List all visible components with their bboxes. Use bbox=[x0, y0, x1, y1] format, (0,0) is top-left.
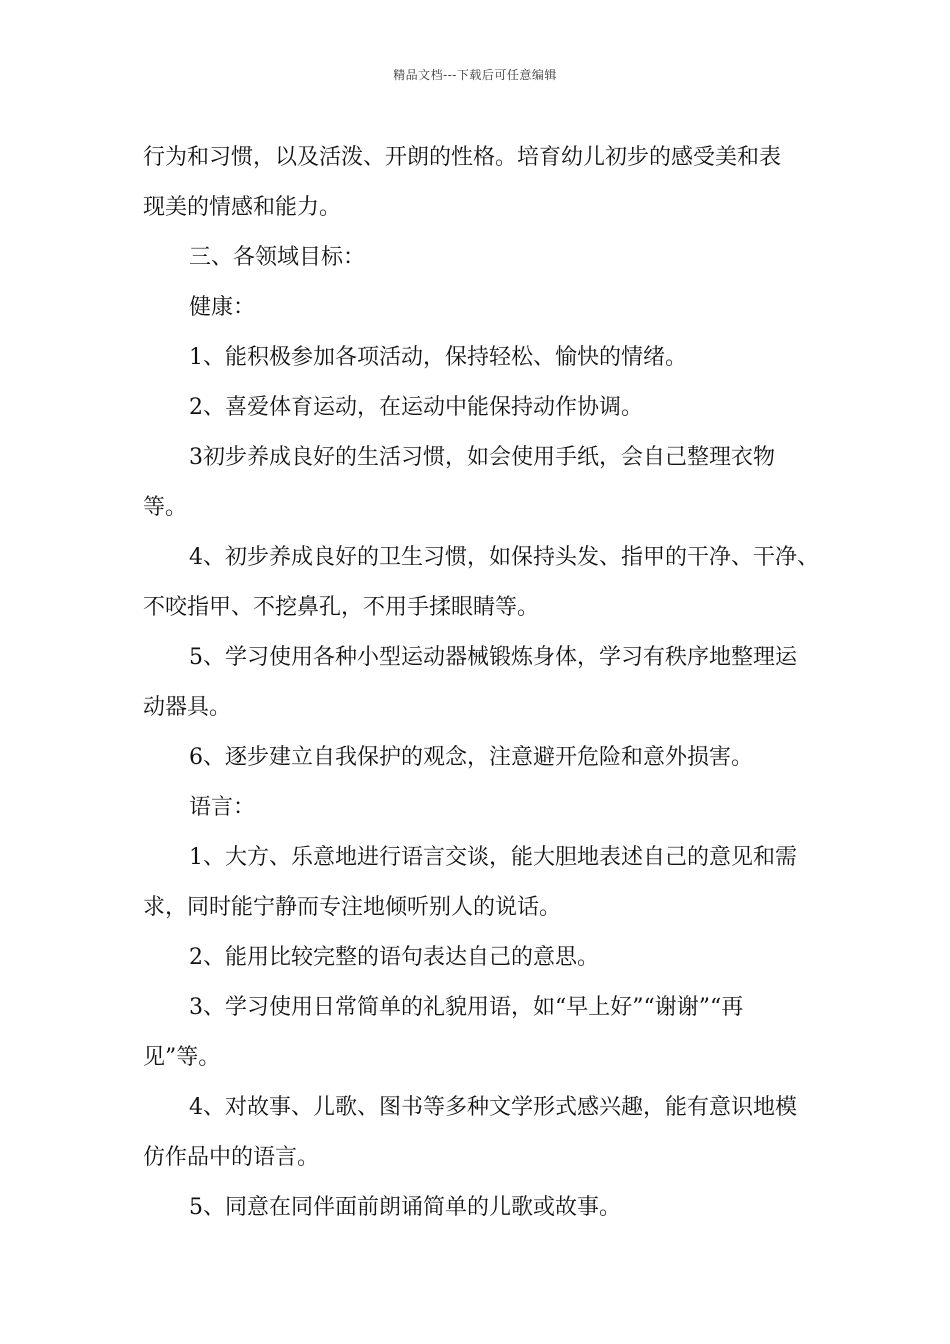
list-item-continuation: 等。 bbox=[143, 495, 188, 520]
paragraph-line: 行为和习惯，以及活泼、开朗的性格。培育幼儿初步的感受美和表 bbox=[143, 145, 782, 170]
list-item-continuation: 见”等。 bbox=[143, 1045, 221, 1070]
list-item: 6、逐步建立自我保护的观念，注意避开危险和意外损害。 bbox=[189, 745, 753, 770]
section-heading: 三、各领域目标： bbox=[189, 245, 366, 270]
subsection-heading: 语言： bbox=[189, 795, 256, 820]
list-item-continuation: 动器具。 bbox=[143, 695, 232, 720]
paragraph-line: 现美的情感和能力。 bbox=[143, 195, 342, 220]
list-item: 1、大方、乐意地进行语言交谈，能大胆地表述自己的意见和需 bbox=[189, 845, 797, 870]
list-item: 5、同意在同伴面前朗诵简单的儿歌或故事。 bbox=[189, 1195, 621, 1220]
page-header: 精品文档---下载后可任意编辑 bbox=[393, 68, 557, 82]
list-item-continuation: 求，同时能宁静而专注地倾听别人的说话。 bbox=[143, 895, 562, 920]
document-body bbox=[143, 133, 823, 1233]
subsection-heading: 健康： bbox=[189, 295, 256, 320]
list-item: 1、能积极参加各项活动，保持轻松、愉快的情绪。 bbox=[189, 345, 687, 370]
list-item: 4、对故事、儿歌、图书等多种文学形式感兴趣，能有意识地模 bbox=[189, 1095, 797, 1120]
list-item-continuation: 不咬指甲、不挖鼻孔，不用手揉眼睛等。 bbox=[143, 595, 540, 620]
list-item: 3、学习使用日常简单的礼貌用语，如“早上好”“谢谢”“再 bbox=[189, 995, 744, 1020]
list-item: 5、学习使用各种小型运动器械锻炼身体，学习有秩序地整理运 bbox=[189, 645, 797, 670]
list-item: 4、初步养成良好的卫生习惯，如保持头发、指甲的干净、干净、 bbox=[189, 545, 819, 570]
list-item: 2、能用比较完整的语句表达自己的意思。 bbox=[189, 945, 599, 970]
list-item: 2、喜爱体育运动，在运动中能保持动作协调。 bbox=[189, 395, 643, 420]
list-item: 3初步养成良好的生活习惯，如会使用手纸，会自己整理衣物 bbox=[189, 445, 775, 470]
list-item-continuation: 仿作品中的语言。 bbox=[143, 1145, 320, 1170]
